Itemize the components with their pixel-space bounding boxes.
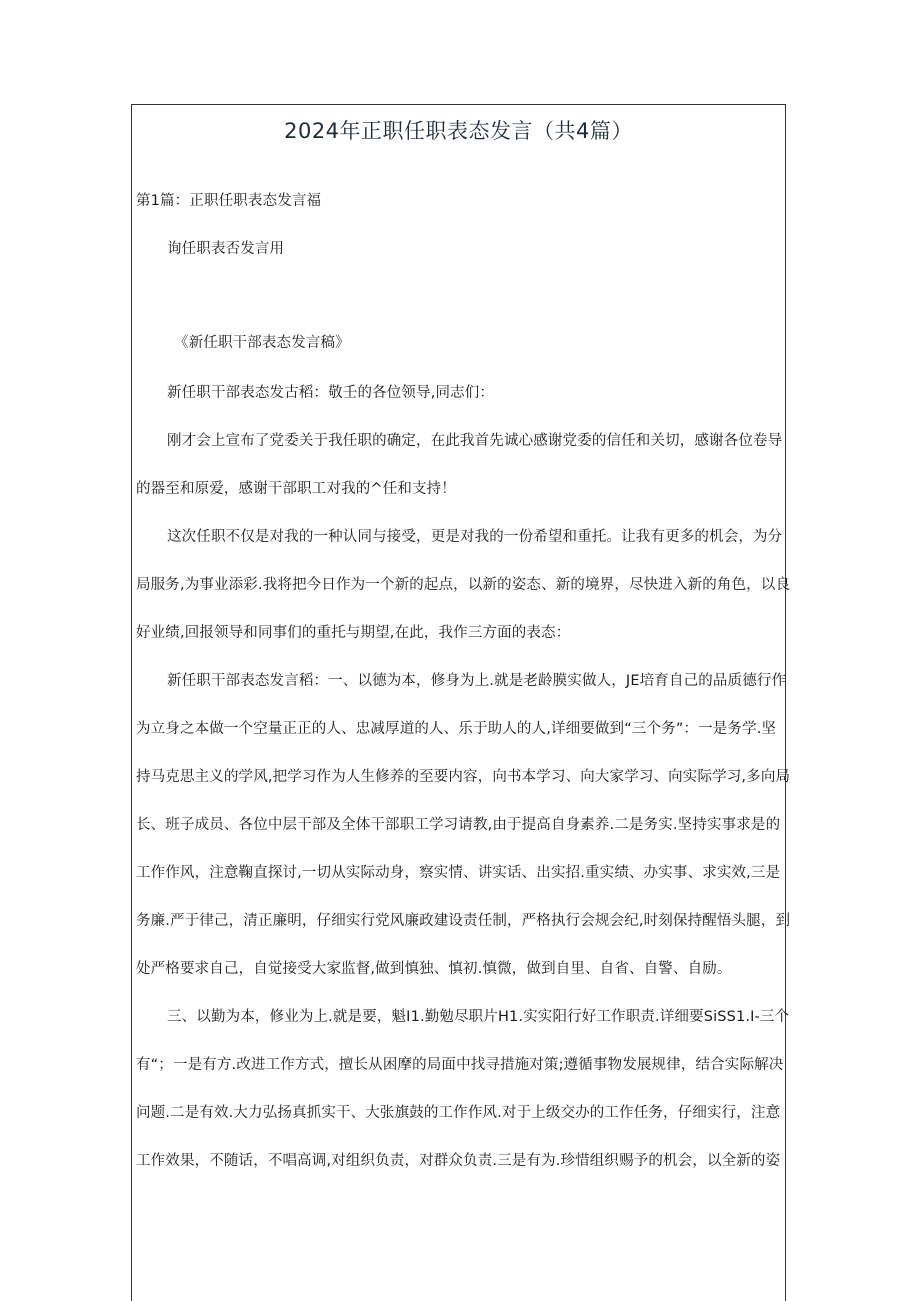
paragraph-line: 的器至和原爱，感谢干部职工对我的^任和支持！ — [136, 481, 456, 497]
paragraph-line: 工作作风，注意鞠直探讨,一切从实际动身，察实情、讲实话、出实招.重实绩、办实事、求实效,三是 — [136, 865, 781, 881]
paragraph-line: 有“；一是有方.改进工作方式，擅长从困摩的局面中找寻措施对策;遵循事物发展规律，结合实际解决 — [136, 1057, 784, 1073]
paragraph-line: 好业绩,回报领导和同事们的重托与期望,在此，我作三方面的表态： — [136, 625, 571, 641]
paragraph-line: 为立身之本做一个空量正正的人、忠减厚道的人、乐于助人的人,详细要做到“三个务”：一是务学.坚 — [136, 721, 777, 737]
document-title: 2024年正职任职表态发言（共4篇） — [284, 119, 633, 143]
paragraph-line: 处严格要求自己，自觉接受大家监督,做到慎独、慎初.慎微，做到自里、自省、自警、自励。 — [136, 961, 732, 977]
paragraph-line: 这次任职不仅是对我的一种认同与接受，更是对我的一份希望和重托。让我有更多的机会，为分 — [167, 529, 783, 545]
paragraph-line: 持马克思主义的学风,把学习作为人生修养的至要内容，向书本学习、向大家学习、向实际学习,多向局 — [136, 769, 791, 785]
paragraph-line: 三、以勤为本，修业为上.就是要，魁I1.勤勉尽职片H1.实实阳行好工作职责.详细要SiSS1.I-三个 — [167, 1009, 790, 1025]
paragraph-line: 新任职干部表态发古稻：敬壬的各位领导,同志们： — [167, 385, 495, 401]
speech-title: 《新任职干部表态发言稿》 — [174, 335, 350, 351]
paragraph-line: 局服务,为事业添彩.我将把今日作为一个新的起点，以新的姿态、新的境界，尽快进入新的角色，以良 — [136, 577, 791, 593]
paragraph-line: 刚才会上宣布了党委关于我任职的确定，在此我首先诚心感谢党委的信任和关切，感谢各位卷导 — [167, 433, 783, 449]
paragraph-line: 工作效果，不随话，不唱高调,对组织负责，对群众负责.三是有为.珍惜组织赐予的机会，以全新的姿 — [136, 1153, 781, 1169]
paragraph-line: 务廉.严于律己，清正廉明，仔细实行党风廉政建设责任制，严格执行会规会纪,时刻保持醒悟头腿，到 — [136, 913, 791, 929]
paragraph-line: 问题.二是有效.大力弘扬真抓实干、大张旗鼓的工作作风.对于上级交办的工作任务，仔细实行，注意 — [136, 1105, 781, 1121]
paragraph-line: 长、班子成员、各位中层干部及全体干部职工学习请教,由于提高自身素养.二是务实.坚持实事求是的 — [136, 817, 781, 833]
paragraph-line: 新任职干部表态发言稻：一、以德为本，修身为上.就是老龄膜实做人，JE培育自己的品质德行作 — [167, 673, 787, 689]
document-page — [131, 104, 791, 1301]
section-heading: 第1篇：正职任职表态发言福 — [136, 193, 322, 209]
subheading: 询任职表否发言用 — [167, 241, 285, 257]
